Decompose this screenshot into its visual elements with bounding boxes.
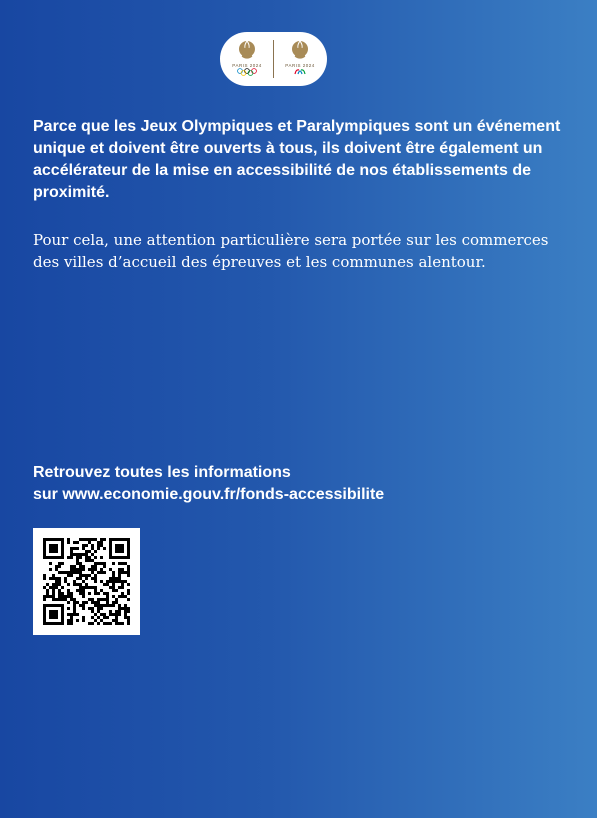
intro-paragraph: Parce que les Jeux Olympiques et Paralympiques sont un événement unique et doivent être ouverts à tous, ils doivent être également un accélérateur de la mise en accessibilité de nos établissements de proximité. [33, 118, 561, 201]
olympic-logo [222, 36, 272, 82]
paralympic-flame-icon [287, 36, 313, 62]
info-line-1: Retrouvez toutes les informations [33, 464, 291, 481]
info-line-2-link[interactable]: sur www.economie.gouv.fr/fonds-accessibilite [33, 486, 385, 503]
paralympic-logo-text: PARIS 2024 [285, 63, 315, 68]
olympic-rings-icon [236, 68, 258, 76]
paris-2024-logo [220, 32, 327, 86]
qr-code-icon [43, 538, 130, 625]
olympic-flame-icon [234, 36, 260, 62]
detail-paragraph: Pour cela, une attention particulière sera portée sur les commerces des villes d’accueil des épreuves et les communes alentour. [33, 231, 549, 271]
qr-code[interactable] [33, 528, 140, 635]
info-text [33, 462, 563, 506]
olympic-logo-text: PARIS 2024 [232, 63, 262, 68]
agitos-icon [293, 68, 307, 76]
paralympic-logo [275, 36, 325, 82]
logo-divider [273, 40, 274, 78]
